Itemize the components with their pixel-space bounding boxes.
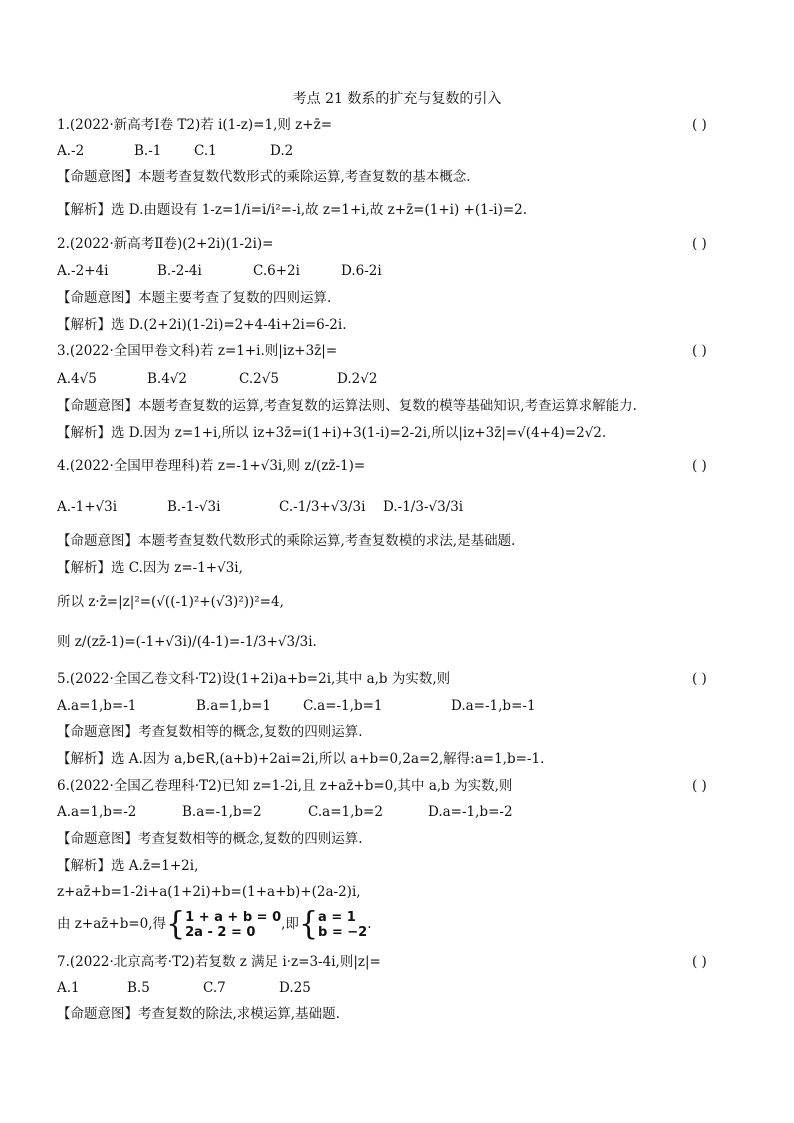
q6-option-d: D.a=-1,b=-2 bbox=[428, 804, 513, 820]
q7-intent: 【命题意图】考查复数的除法,求模运算,基础题. bbox=[57, 1006, 340, 1022]
q6-analysis-line2: z+az̄+b=1-2i+a(1+2i)+b=(1+a+b)+(2a-2)i, bbox=[57, 884, 361, 900]
q6-option-b: B.a=-1,b=2 bbox=[182, 804, 262, 820]
q1-options bbox=[57, 141, 293, 161]
q6-intent: 【命题意图】考查复数相等的概念,复数的四则运算. bbox=[57, 831, 363, 847]
intent-tag: 【命题意图】 bbox=[57, 290, 138, 306]
q7-stem: 7.(2022·北京高考·T2)若复数 z 满足 i·z=3-4i,则|z|= bbox=[57, 954, 381, 970]
equation-system-1: 1 + a + b = 0 2a - 2 = 0 bbox=[185, 909, 282, 940]
q4-option-d: D.-1/3-√3/3i bbox=[383, 499, 464, 515]
q5-options bbox=[57, 696, 536, 716]
equation-system-2: a = 1 b = −2 bbox=[318, 909, 368, 940]
intent-tag: 【命题意图】 bbox=[57, 724, 138, 740]
analysis-tag: 【解析】 bbox=[57, 858, 111, 874]
q1-option-c: C.1 bbox=[194, 143, 217, 159]
q3-option-d: D.2√2 bbox=[337, 371, 378, 387]
q3-stem: 3.(2022·全国甲卷文科)若 z=1+i.则|iz+3z̄|= bbox=[57, 343, 338, 359]
q3-option-a: A.4√5 bbox=[57, 371, 97, 387]
q7-option-c: C.7 bbox=[203, 980, 226, 996]
q4-analysis-line3: 则 z/(zz̄-1)=(-1+√3i)/(4-1)=-1/3+√3/3i. bbox=[57, 634, 317, 650]
q4-answer-blank: ( ) bbox=[692, 458, 707, 474]
q7-options bbox=[57, 978, 311, 998]
q6-option-a: A.a=1,b=-2 bbox=[57, 804, 137, 820]
q1-answer-blank: ( ) bbox=[692, 117, 707, 133]
q2-answer-blank: ( ) bbox=[692, 236, 707, 252]
q3-option-c: C.2√5 bbox=[239, 371, 279, 387]
q5-option-c: C.a=-1,b=1 bbox=[303, 698, 383, 714]
q4-stem: 4.(2022·全国甲卷理科)若 z=-1+√3i,则 z/(zz̄-1)= bbox=[57, 458, 366, 474]
analysis-tag: 【解析】 bbox=[57, 202, 111, 218]
q5-option-d: D.a=-1,b=-1 bbox=[451, 698, 536, 714]
q5-option-a: A.a=1,b=-1 bbox=[57, 698, 137, 714]
q4-option-c: C.-1/3+√3/3i bbox=[279, 499, 366, 515]
intent-tag: 【命题意图】 bbox=[57, 831, 138, 847]
q2-option-b: B.-2-4i bbox=[157, 263, 202, 279]
q6-analysis: 【解析】选 A.z̄=1+2i, bbox=[57, 858, 199, 874]
intent-tag: 【命题意图】 bbox=[57, 533, 138, 549]
q5-intent: 【命题意图】考查复数相等的概念,复数的四则运算. bbox=[57, 724, 363, 740]
q3-options bbox=[57, 369, 377, 389]
q1-analysis: 【解析】选 D.由题设有 1-z=1/i=i/i²=-i,故 z=1+i,故 z+z̄=(1+i) +(1-i)=2. bbox=[57, 202, 528, 218]
q2-stem: 2.(2022·新高考Ⅱ卷)(2+2i)(1-2i)= bbox=[57, 236, 274, 252]
q6-option-c: C.a=1,b=2 bbox=[308, 804, 383, 820]
q7-option-d: D.25 bbox=[279, 980, 311, 996]
page-title: 考点 21 数系的扩充与复数的引入 bbox=[292, 91, 502, 107]
q7-answer-blank: ( ) bbox=[692, 954, 707, 970]
q2-intent: 【命题意图】本题主要考查了复数的四则运算. bbox=[57, 290, 332, 306]
analysis-tag: 【解析】 bbox=[57, 751, 111, 767]
analysis-tag: 【解析】 bbox=[57, 317, 111, 333]
q4-analysis: 【解析】选 C.因为 z=-1+√3i, bbox=[57, 560, 243, 576]
q5-analysis: 【解析】选 A.因为 a,b∈R,(a+b)+2ai=2i,所以 a+b=0,2a=2,解得:a=1,b=-1. bbox=[57, 751, 545, 767]
q6-stem: 6.(2022·全国乙卷理科·T2)已知 z=1-2i,且 z+az̄+b=0,其中 a,b 为实数,则 bbox=[57, 778, 513, 794]
q4-option-b: B.-1-√3i bbox=[167, 499, 221, 515]
q1-stem: 1.(2022·新高考Ⅰ卷 T2)若 i(1-z)=1,则 z+z̄= bbox=[57, 117, 333, 133]
left-brace: { bbox=[298, 905, 319, 943]
q5-answer-blank: ( ) bbox=[692, 671, 707, 687]
left-brace: { bbox=[166, 905, 186, 943]
analysis-tag: 【解析】 bbox=[57, 425, 111, 441]
q5-option-b: B.a=1,b=1 bbox=[196, 698, 271, 714]
q4-intent: 【命题意图】本题考查复数代数形式的乘除运算,考查复数模的求法,是基础题. bbox=[57, 533, 516, 549]
q1-intent: 【命题意图】本题考查复数代数形式的乘除运算,考查复数的基本概念. bbox=[57, 169, 471, 185]
q3-answer-blank: ( ) bbox=[692, 343, 707, 359]
q2-option-d: D.6-2i bbox=[341, 263, 382, 279]
q4-analysis-line2: 所以 z·z̄=|z|²=(√((-1)²+(√3)²))²=4, bbox=[57, 594, 284, 610]
q4-option-a: A.-1+√3i bbox=[57, 499, 118, 515]
q6-options bbox=[57, 802, 513, 822]
q7-option-b: B.5 bbox=[127, 980, 150, 996]
q2-options bbox=[57, 261, 382, 281]
q6-answer-blank: ( ) bbox=[692, 778, 707, 794]
q5-stem: 5.(2022·全国乙卷文科·T2)设(1+2i)a+b=2i,其中 a,b 为实数,则 bbox=[57, 671, 451, 687]
q3-analysis: 【解析】选 D.因为 z=1+i,所以 iz+3z̄=i(1+i)+3(1-i)=2-2i,所以|iz+3z̄|=√(4+4)=2√2. bbox=[57, 425, 607, 441]
q2-option-a: A.-2+4i bbox=[57, 263, 109, 279]
q7-option-a: A.1 bbox=[57, 980, 80, 996]
q2-option-c: C.6+2i bbox=[253, 263, 300, 279]
intent-tag: 【命题意图】 bbox=[57, 1006, 138, 1022]
q2-analysis: 【解析】选 D.(2+2i)(1-2i)=2+4-4i+2i=6-2i. bbox=[57, 317, 347, 333]
analysis-tag: 【解析】 bbox=[57, 560, 111, 576]
q1-option-b: B.-1 bbox=[134, 143, 162, 159]
q1-option-a: A.-2 bbox=[57, 143, 85, 159]
q1-option-d: D.2 bbox=[270, 143, 294, 159]
intent-tag: 【命题意图】 bbox=[57, 169, 138, 185]
q6-analysis-line3: 由 z+az̄+b=0,得{ 1 + a + b = 0 2a - 2 = 0 ,即{ a = 1 b = −2 . bbox=[57, 905, 372, 943]
q3-option-b: B.4√2 bbox=[147, 371, 187, 387]
q3-intent: 【命题意图】本题考查复数的运算,考查复数的运算法则、复数的模等基础知识,考查运算求解能力. bbox=[57, 398, 637, 414]
q4-options bbox=[57, 497, 463, 517]
intent-tag: 【命题意图】 bbox=[57, 398, 138, 414]
